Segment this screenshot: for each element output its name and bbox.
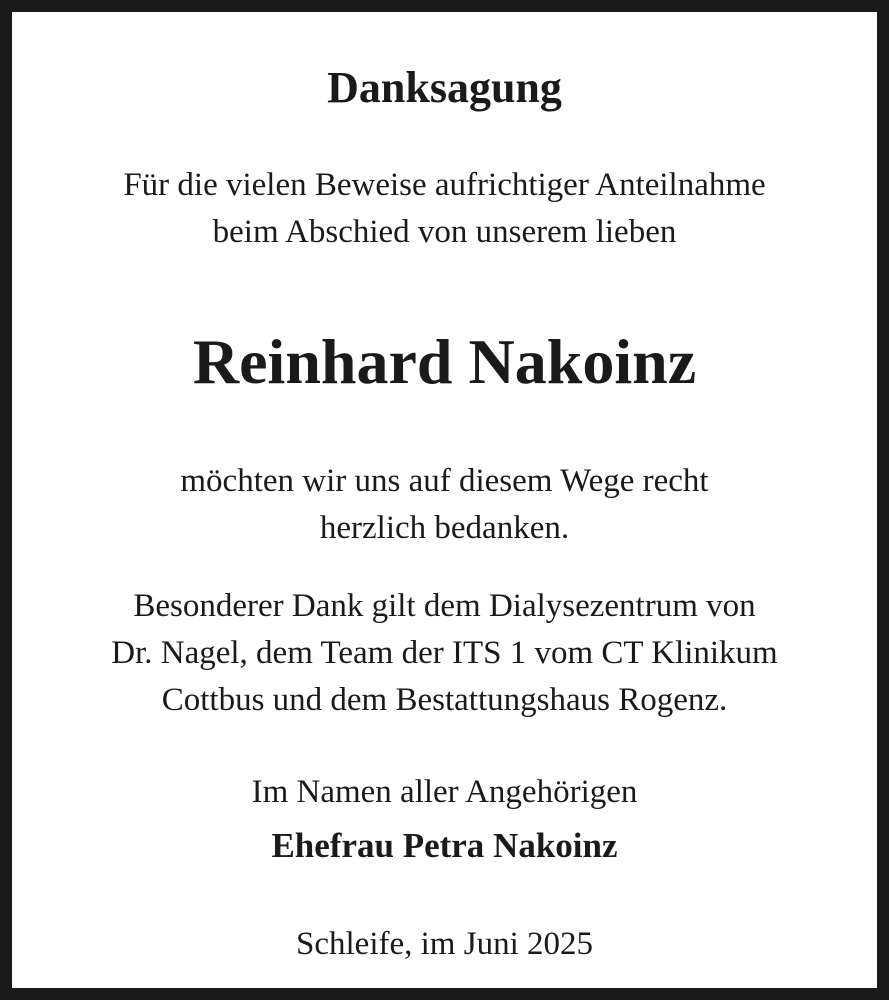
special-thanks-line-2: Dr. Nagel, dem Team der ITS 1 vom CT Klinikum xyxy=(111,635,778,671)
special-thanks-line-1: Besonderer Dank gilt dem Dialysezentrum von xyxy=(133,588,756,624)
thanks-line-2: herzlich bedanken. xyxy=(319,510,570,546)
special-thanks-line-3: Cottbus und dem Bestattungshaus Rogenz. xyxy=(161,682,728,718)
deceased-name: Reinhard Nakoinz xyxy=(192,326,697,397)
place-date: Schleife, im Juni 2025 xyxy=(296,926,593,962)
intro-line-2: beim Abschied von unserem lieben xyxy=(212,214,677,250)
signer-name: Ehefrau Petra Nakoinz xyxy=(271,826,618,865)
thanks-line-1: möchten wir uns auf diesem Wege recht xyxy=(180,463,709,499)
on-behalf-line: Im Namen aller Angehörigen xyxy=(251,774,638,810)
notice-heading: Danksagung xyxy=(327,63,562,112)
intro-line-1: Für die vielen Beweise aufrichtiger Anteilnahme xyxy=(123,167,766,203)
